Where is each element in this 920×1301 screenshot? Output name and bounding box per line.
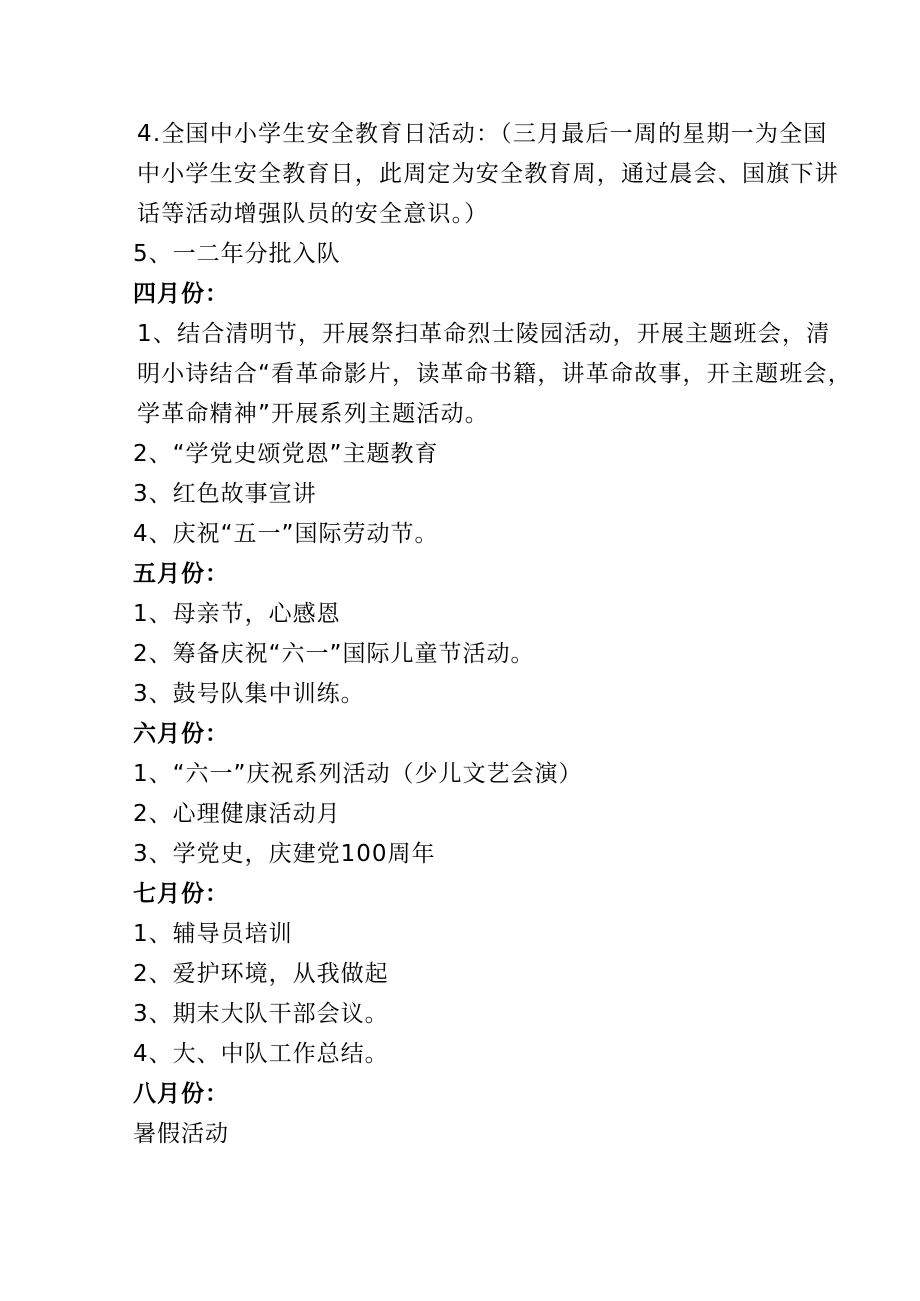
- april-item-2: 2、“学党史颂党恩”主题教育: [133, 441, 439, 467]
- may-item-3: 3、鼓号队集中训练。: [133, 681, 365, 707]
- june-item-1: 1、“六一”庆祝系列活动（少儿文艺会演）: [133, 761, 583, 787]
- july-item-2: 2、爱护环境，从我做起: [133, 961, 389, 987]
- heading-july: 七月份：: [133, 881, 229, 907]
- march-item-5: 5、一二年分批入队: [133, 241, 341, 267]
- paragraph-line: 学革命精神”开展系列主题活动。: [137, 401, 489, 427]
- april-item-3: 3、红色故事宣讲: [133, 481, 317, 507]
- document-body: [133, 114, 852, 1154]
- heading-august: 八月份：: [133, 1081, 229, 1107]
- august-item-1: 暑假活动: [133, 1121, 229, 1147]
- april-item-1: [133, 314, 852, 434]
- july-item-3: 3、期末大队干部会议。: [133, 1001, 389, 1027]
- june-item-3: 3、学党史，庆建党100周年: [133, 841, 436, 867]
- heading-april: 四月份：: [133, 281, 229, 307]
- paragraph-line: 4.全国中小学生安全教育日活动：（三月最后一周的星期一为全国: [137, 121, 828, 147]
- paragraph-line: 明小诗结合“看革命影片，读革命书籍，讲革命故事，开主题班会，: [137, 361, 852, 387]
- april-item-4: 4、庆祝“五一”国际劳动节。: [133, 521, 439, 547]
- july-item-4: 4、大、中队工作总结。: [133, 1041, 389, 1067]
- paragraph-line: 中小学生安全教育日，此周定为安全教育周，通过晨会、国旗下讲: [137, 161, 839, 187]
- paragraph-line: 话等活动增强队员的安全意识。）: [137, 201, 489, 227]
- june-item-2: 2、心理健康活动月: [133, 801, 341, 827]
- may-item-1: 1、母亲节，心感恩: [133, 601, 341, 627]
- july-item-1: 1、辅导员培训: [133, 921, 293, 947]
- heading-may: 五月份：: [133, 561, 229, 587]
- may-item-2: 2、筹备庆祝“六一”国际儿童节活动。: [133, 641, 535, 667]
- march-item-4: [133, 114, 845, 234]
- heading-june: 六月份：: [133, 721, 229, 747]
- paragraph-line: 1、结合清明节，开展祭扫革命烈士陵园活动，开展主题班会，清: [137, 321, 831, 347]
